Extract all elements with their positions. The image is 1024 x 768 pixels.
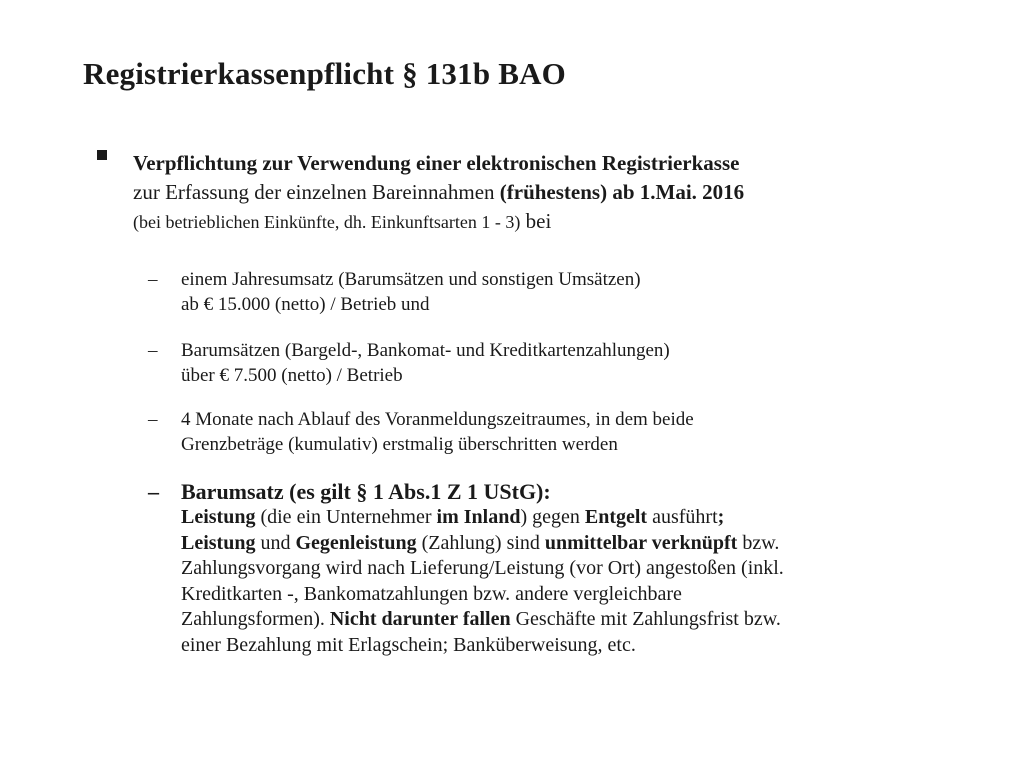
main-bullet-text — [133, 149, 993, 237]
dash-bullet-icon: – — [148, 479, 159, 504]
square-bullet-icon — [97, 150, 107, 160]
barumsatz-line-1: Leistung (die ein Unternehmer im Inland) gegen Entgelt ausführt; — [181, 506, 725, 528]
barumsatz-line-5: Zahlungsformen). Nicht darunter fallen Geschäfte mit Zahlungsfrist bzw. — [181, 608, 781, 630]
barumsatz-line-6: einer Bezahlung mit Erlagschein; Banküberweisung, etc. — [181, 633, 636, 656]
slide-title: Registrierkassenpflicht § 131b BAO — [83, 56, 566, 91]
barumsatz-heading: Barumsatz (es gilt § 1 Abs.1 Z 1 UStG): — [181, 479, 551, 504]
barumsatz-line-4: Kreditkarten -, Bankomatzahlungen bzw. andere vergleichbare — [181, 582, 682, 605]
barumsatz-line-3: Zahlungsvorgang wird nach Lieferung/Leistung (vor Ort) angestoßen (inkl. — [181, 557, 784, 579]
barumsatz-line-2: Leistung und Gegenleistung (Zahlung) sind unmittelbar verknüpft bzw. — [181, 531, 780, 554]
main-bullet-line-2: zur Erfassung der einzelnen Bareinnahmen (frühestens) ab 1.Mai. 2016 — [133, 180, 745, 204]
dash-bullet-icon: – — [148, 409, 158, 430]
dash-bullet-icon: – — [148, 340, 158, 361]
dash-bullet-icon: – — [148, 269, 158, 290]
main-bullet-line-3: (bei betrieblichen Einkünfte, dh. Einkunftsarten 1 - 3) bei — [133, 209, 552, 233]
main-bullet-line-1: Verpflichtung zur Verwendung einer elektronischen Registrierkasse — [133, 151, 740, 175]
